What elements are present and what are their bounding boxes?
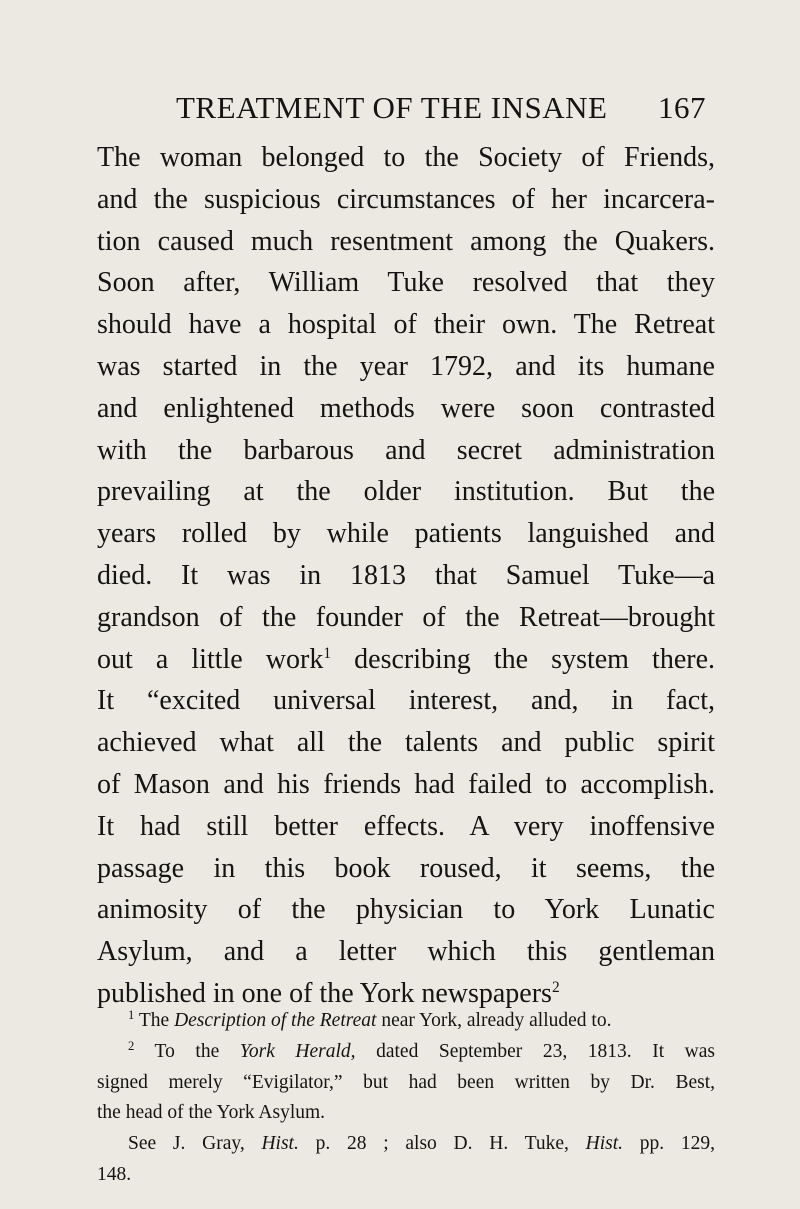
- footnote-see-also-line: 148.: [97, 1163, 132, 1185]
- footnote-ref-2: 2: [551, 978, 560, 996]
- running-head-title: TREATMENT OF THE INSANE: [176, 90, 608, 125]
- body-line: prevailing at the older institution. But the: [97, 476, 715, 508]
- footnote-2-line: signed merely “Evigilator,” but had been written by Dr. Best,: [97, 1071, 715, 1093]
- footnote-ref-1: 1: [323, 644, 332, 662]
- body-line: was started in the year 1792, and its humane: [97, 350, 715, 382]
- body-line: achieved what all the talents and public spirit: [97, 727, 715, 759]
- body-line-with-footnote-ref: [97, 639, 715, 681]
- body-line-text: out a little work: [97, 643, 324, 675]
- body-line: grandson of the founder of the Retreat—brought: [97, 601, 715, 633]
- footnote-italic-title: Hist.: [261, 1133, 299, 1155]
- body-line: tion caused much resentment among the Quakers.: [97, 225, 715, 257]
- body-text: [97, 137, 715, 1015]
- footnotes: [97, 1006, 715, 1191]
- body-line-text: published in one of the York newspapers: [97, 977, 552, 1009]
- body-line: Asylum, and a letter which this gentleman: [97, 936, 715, 968]
- body-line: passage in this book roused, it seems, the: [97, 852, 715, 884]
- running-head: [176, 86, 716, 130]
- footnote-see-also: See J. Gray, Hist. p. 28 ; also D. H. Tuke, Hist. pp. 129,: [128, 1133, 715, 1155]
- body-line: It “excited universal interest, and, in fact,: [97, 685, 715, 717]
- body-line: It had still better effects. A very inoffensive: [97, 810, 715, 842]
- body-line-text: describing the system there.: [331, 643, 715, 675]
- footnote-marker: 2: [128, 1038, 135, 1053]
- body-line: and the suspicious circumstances of her incarcera-: [97, 183, 715, 215]
- body-line: died. It was in 1813 that Samuel Tuke—a: [97, 559, 715, 591]
- body-line: with the barbarous and secret administration: [97, 434, 715, 466]
- footnote-italic-title: York Herald,: [239, 1040, 356, 1062]
- footnote-marker: 1: [128, 1008, 135, 1023]
- footnote-1: $^1$ The Description of the Retreat near York, already alluded to.: [128, 1008, 612, 1031]
- page-number: 167: [658, 90, 706, 125]
- footnote-2: $^2$ To the York Herald, dated September 23, 1813. It was: [128, 1038, 716, 1062]
- body-line: and enlightened methods were soon contrasted: [97, 392, 715, 424]
- footnote-2-line: the head of the York Asylum.: [97, 1102, 326, 1124]
- body-line: should have a hospital of their own. The Retreat: [97, 309, 715, 341]
- footnote-italic-title: Description of the Retreat: [174, 1010, 377, 1031]
- body-line: Soon after, William Tuke resolved that they: [97, 267, 715, 299]
- body-line: The woman belonged to the Society of Friends,: [97, 142, 715, 173]
- footnote-italic-title: Hist.: [585, 1133, 623, 1155]
- body-line: years rolled by while patients languished and: [97, 518, 715, 550]
- body-line: animosity of the physician to York Lunatic: [97, 894, 715, 926]
- body-line: of Mason and his friends had failed to accomplish.: [97, 768, 715, 800]
